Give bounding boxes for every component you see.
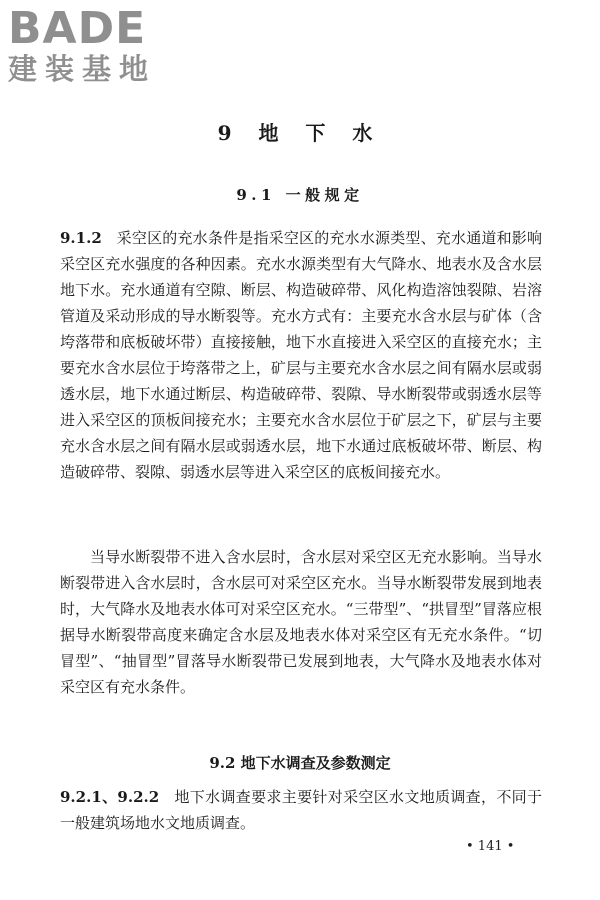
section-heading-9-1: 9.1 一般规定 xyxy=(236,186,364,204)
chapter-title: 9 地 下 水 xyxy=(217,121,383,145)
section-heading-9-2: 9.2 地下水调查及参数测定 xyxy=(209,754,391,772)
paragraph-text: 地下水调查要求主要针对采空区水文地质调查，不同于一般建筑场地水文地质调查。 xyxy=(60,788,542,832)
paragraph-fracture-zone xyxy=(60,544,542,700)
clause-number: 9.1.2 xyxy=(60,229,102,247)
paragraph-9-1-2 xyxy=(60,225,542,485)
paragraph-text: 采空区的充水条件是指采空区的充水水源类型、充水通道和影响采空区充水强度的各种因素。充水水源类型有大气降水、地表水及含水层地下水。充水通道有空隙、断层、构造破碎带、风化构造溶蚀裂隙、岩溶管道及采动形成的导水断裂等。充水方式有：主要充水含水层与矿体（含垮落带和底板破坏带）直接接触，地下水直接进入采空区的直接充水；主要充水含水层位于垮落带之上，矿层与主要充水含水层之间有隔水层或弱透水层，地下水通过断层、构造破碎带、裂隙、导水断裂带或弱透水层等进入采空区的顶板间接充水；主要充水含水层位于矿层之下，矿层与主要充水含水层之间有隔水层或弱透水层，地下水通过底板破坏带、断层、构造破碎带、裂隙、弱透水层等进入采空区的底板间接充水。 xyxy=(60,229,542,481)
logo-latin-text: BADE xyxy=(8,3,147,54)
logo-chinese-text: 建装基地 xyxy=(8,52,157,86)
clause-number: 9.2.1、9.2.2 xyxy=(60,788,160,806)
paragraph-9-2-1 xyxy=(60,784,542,836)
paragraph-text: 当导水断裂带不进入含水层时，含水层对采空区无充水影响。当导水断裂带进入含水层时，含水层可对采空区充水。当导水断裂带发展到地表时，大气降水及地表水体可对采空区充水。“三带型”、“拱冒型”冒落应根据导水断裂带高度来确定含水层及地表水体对采空区有无充水条件。“切冒型”、“抽冒型”冒落导水断裂带已发展到地表，大气降水及地表水体对采空区有充水条件。 xyxy=(60,548,542,696)
site-logo xyxy=(8,3,178,86)
page-number: • 141 • xyxy=(466,839,515,854)
